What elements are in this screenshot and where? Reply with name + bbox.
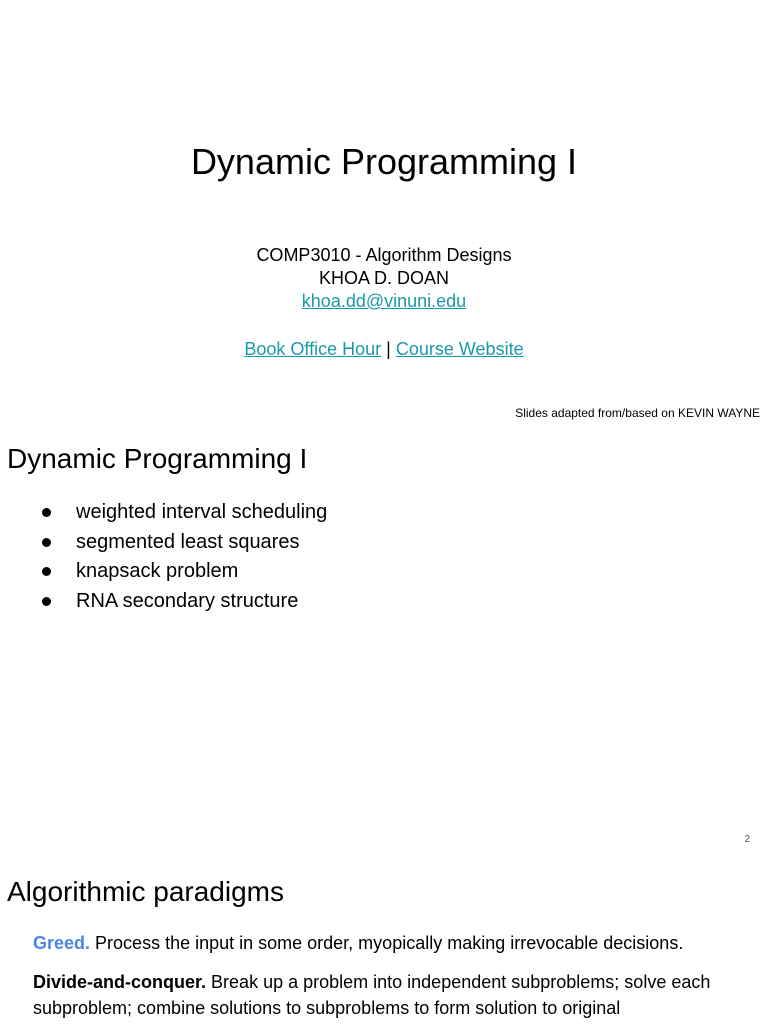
list-item bbox=[38, 587, 327, 617]
list-item-text: RNA secondary structure bbox=[76, 589, 299, 612]
title-slide bbox=[0, 0, 768, 430]
topic-list bbox=[38, 498, 327, 616]
office-hour-link[interactable]: Book Office Hour bbox=[244, 339, 382, 359]
slide-heading: Dynamic Programming I bbox=[7, 443, 308, 474]
list-item bbox=[38, 557, 327, 587]
bullet-icon bbox=[42, 538, 51, 547]
greed-paragraph bbox=[33, 930, 733, 956]
greed-text: Process the input in some order, myopically making irrevocable decisions. bbox=[95, 933, 684, 953]
bullet-icon bbox=[42, 508, 51, 517]
dac-term: Divide-and-conquer. bbox=[33, 972, 207, 992]
page-number: 2 bbox=[744, 834, 750, 845]
slide-title: Dynamic Programming I bbox=[190, 141, 578, 182]
email-link[interactable]: khoa.dd@vinuni.edu bbox=[301, 291, 467, 311]
course-website-link[interactable]: Course Website bbox=[395, 339, 524, 359]
links-row bbox=[0, 337, 768, 361]
divide-and-conquer-paragraph bbox=[33, 969, 733, 1021]
list-item-text: knapsack problem bbox=[76, 560, 239, 582]
list-item bbox=[38, 498, 327, 528]
bullet-icon bbox=[42, 597, 51, 606]
slide-heading: Algorithmic paradigms bbox=[7, 876, 284, 907]
link-separator: | bbox=[386, 339, 391, 359]
slide-credit: Slides adapted from/based on KEVIN WAYNE bbox=[515, 406, 760, 420]
instructor-name: KHOA D. DOAN bbox=[318, 268, 450, 288]
dac-text: Break up a problem into independent subproblems; solve each subproblem; combine solutions to subproblems to form solution to original bbox=[33, 972, 711, 1018]
course-name: COMP3010 - Algorithm Designs bbox=[256, 245, 512, 265]
list-item-text: segmented least squares bbox=[76, 530, 300, 553]
course-info bbox=[0, 244, 768, 313]
list-item bbox=[38, 528, 327, 558]
paradigms-slide bbox=[0, 860, 768, 1024]
outline-slide bbox=[0, 432, 768, 858]
greed-term: Greed. bbox=[33, 933, 91, 953]
list-item-text: weighted interval scheduling bbox=[76, 501, 328, 523]
bullet-icon bbox=[42, 567, 51, 576]
